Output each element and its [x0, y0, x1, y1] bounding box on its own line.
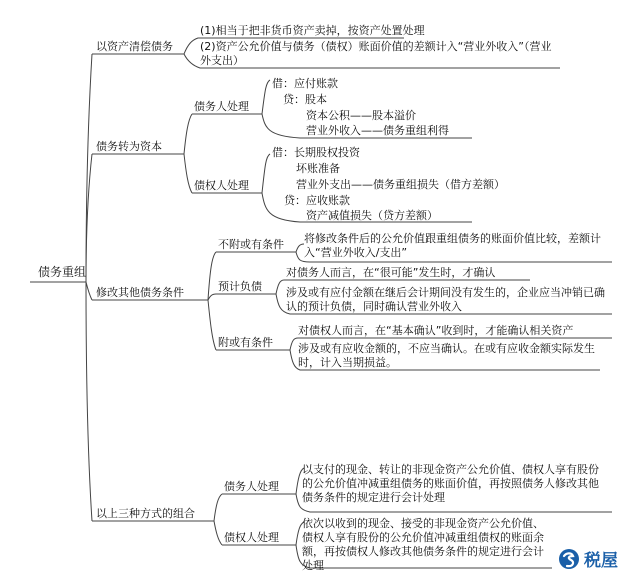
creditor2-entry-5: 资产减值损失（贷方差额）	[306, 209, 438, 222]
connector-unconditional-text	[296, 244, 304, 252]
shuiwu-watermark	[558, 546, 618, 571]
connector-branch2-creditor	[184, 154, 192, 193]
creditor4-text: 依次以收到的现金、接受的非现金资产公允价值、债权人享有股份的公允价值冲减重组债权的账面余额，再按债权人修改其他债务条件的规定进行会计处理	[302, 517, 544, 572]
creditor2-label: 债权人处理	[194, 179, 249, 192]
creditor2-entry-1: 借：长期股权投资	[272, 146, 360, 159]
debtor4-text: 以支付的现金、转让的非现金资产公允价值、债权人享有股份的公允价值冲减重组债务的账面价值，再按照债务人修改其他债务条件的规定进行会计处理	[302, 463, 599, 504]
branch3-label: 修改其他债务条件	[96, 286, 184, 299]
connector-branch2-debtor	[184, 114, 192, 154]
creditor2-entry-3: 营业外支出——债务重组损失（借方差额）	[296, 178, 505, 191]
branch4-label: 以上三种方式的组合	[96, 507, 195, 520]
connector-creditor2-entries	[262, 154, 270, 193]
estimated-text2: 涉及或有应付金额在继后会计期间没有发生的，企业应当冲销已确认的预计负债，同时确认营业外收入	[286, 286, 605, 313]
debtor4-label: 债务人处理	[224, 480, 279, 493]
connector-root-branch3	[86, 282, 92, 300]
creditor2-entry-2: 坏账准备	[296, 162, 340, 175]
creditor4-label: 债权人处理	[224, 531, 279, 544]
debtor2-label: 债务人处理	[194, 100, 249, 113]
root-node-label: 债务重组	[38, 265, 87, 279]
branch1-line1: (1)相当于把非货币资产卖掉，按资产处置处理	[200, 24, 425, 37]
debtor2-entry-3: 资本公积——股本溢价	[306, 109, 416, 122]
estimated-text1: 对债务人而言，在“很可能”发生时，才确认	[286, 266, 496, 279]
branch1-line2: (2)资产公允价值与债务（债权）账面价值的差额计入“营业外收入”（营业外支出）	[200, 40, 552, 67]
connector-branch4-debtor	[214, 494, 222, 521]
debtor2-entry-4: 营业外收入——债务重组利得	[306, 124, 449, 137]
estimated-label: 预计负债	[218, 280, 262, 293]
connector-root-branch1	[86, 54, 92, 282]
watermark-text: 税屋	[584, 551, 618, 571]
debtor2-entry-2: 贷：股本	[283, 93, 327, 106]
connector-branch3-conditional	[208, 300, 216, 350]
connector-root-branch4	[86, 282, 92, 521]
conditional-text1: 对债权人而言，在“基本确认”收到时，才能确认相关资产	[298, 324, 574, 337]
connector-branch4-creditor	[214, 521, 222, 545]
creditor2-entry-4: 贷：应收账款	[284, 194, 350, 207]
shuiwu-logo-icon	[558, 548, 580, 570]
connector-debtor2-entries	[262, 80, 270, 114]
connector-branch3-unconditional	[208, 252, 216, 300]
branch1-label: 以资产清偿债务	[96, 40, 173, 53]
unconditional-text: 将修改条件后的公允价值跟重组债务的账面价值比较，差额计入“营业外收入/支出”	[304, 232, 601, 259]
conditional-text2: 涉及或有应收金额的，不应当确认。在或有应收金额实际发生时，计入当期损益。	[298, 342, 595, 369]
unconditional-label: 不附或有条件	[218, 238, 284, 251]
debtor2-entry-1: 借：应付账款	[272, 77, 338, 90]
branch2-label: 债务转为资本	[96, 140, 162, 153]
conditional-label: 附或有条件	[218, 336, 273, 349]
connector-branch3-estimated	[208, 294, 216, 300]
